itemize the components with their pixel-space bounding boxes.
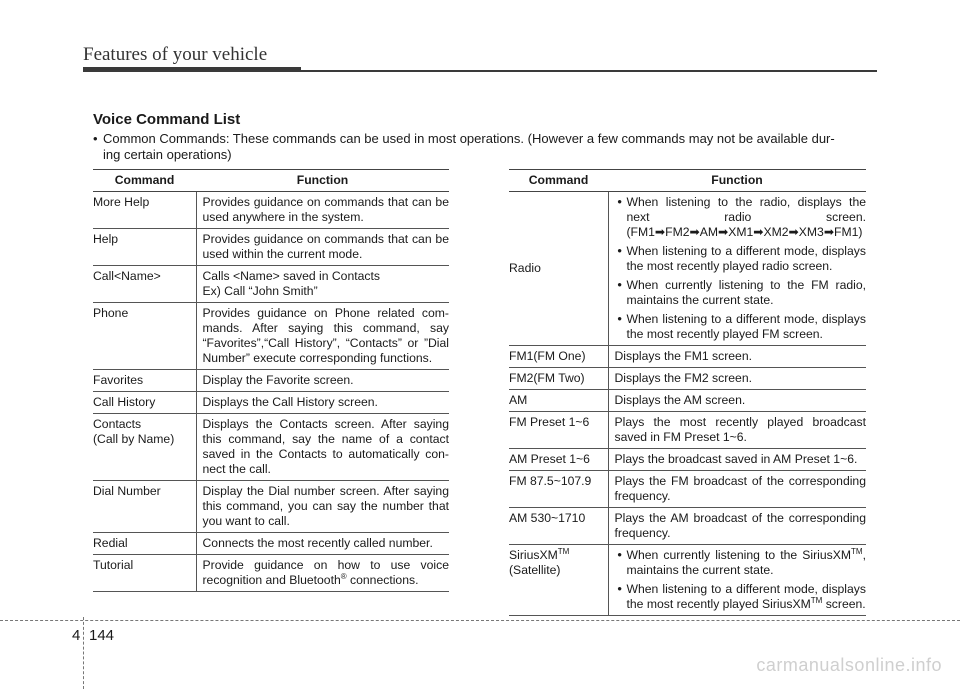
- function-text: Provide guidance on how to use voice recognition and Bluetooth: [202, 558, 449, 587]
- command-cell: Call<Name>: [93, 266, 196, 303]
- bullet-text: When listening to a different mode, displays the most recently played SiriusXM: [626, 582, 866, 611]
- table-row: [93, 414, 449, 481]
- function-text: Provides guidance on commands that can be used anywhere in the system.: [202, 195, 449, 224]
- page-number: 144: [89, 627, 115, 644]
- voice-command-table-left: [93, 169, 449, 592]
- function-cell: [608, 192, 866, 346]
- table-row: [93, 370, 449, 392]
- footer-dashed-divider: [83, 617, 85, 689]
- bullet-dot: •: [617, 312, 622, 326]
- command-text-line-2: (Satellite): [509, 563, 561, 577]
- table-row: [93, 229, 449, 266]
- table-row: [509, 368, 866, 390]
- table-row: [93, 481, 449, 533]
- command-cell: Redial: [93, 533, 196, 555]
- function-cell: Displays the AM screen.: [608, 390, 866, 412]
- bullet-text-end: screen.: [822, 597, 866, 611]
- watermark-text: carmanualsonline.info: [756, 655, 942, 675]
- table-row: [509, 449, 866, 471]
- trademark-mark: TM: [851, 546, 863, 556]
- function-cell: Provides guidance on Phone related com-mands. After saying this command, say “Favorites”,“Call History”, “Contacts” or ”Dial Number” execute corresponding functions.: [196, 303, 449, 370]
- function-text-end: connections.: [346, 573, 419, 587]
- function-text-line-1: Calls <Name> saved in Contacts: [202, 269, 380, 283]
- command-cell: AM: [509, 390, 608, 412]
- table-row: [509, 545, 866, 616]
- bullet-text: When currently listening to the FM radio, maintains the current state.: [626, 278, 866, 307]
- table-row: [509, 390, 866, 412]
- bullet-text: When listening to the radio, displays the next radio screen. (FM1➡FM2➡AM➡XM1➡XM2➡XM3➡FM1): [626, 195, 866, 239]
- command-cell: Radio: [509, 192, 608, 346]
- bullet-dot: •: [617, 195, 622, 209]
- intro-line-1: Common Commands: These commands can be used in most operations. (However a few commands may not be available dur-: [103, 131, 835, 146]
- command-text: SiriusXM: [509, 548, 558, 562]
- bullet-item: [615, 548, 867, 578]
- bullet-dot: •: [617, 582, 622, 596]
- table-row: [93, 392, 449, 414]
- intro-bullet: •: [93, 131, 98, 146]
- bullet-text-end: , maintains the current state.: [626, 548, 866, 577]
- bullet-item: [615, 312, 867, 342]
- table-row: [509, 192, 866, 346]
- header-rule-thin: [301, 70, 877, 72]
- function-cell: Display the Dial number screen. After saying this command, you can say the number that you want to call.: [196, 481, 449, 533]
- function-cell: [196, 555, 449, 592]
- command-cell: [509, 545, 608, 616]
- command-cell: Tutorial: [93, 555, 196, 592]
- command-text-line-1: [509, 548, 604, 563]
- function-cell: Plays the FM broadcast of the corresponding frequency.: [608, 471, 866, 508]
- table-row: [93, 555, 449, 592]
- command-cell: Help: [93, 229, 196, 266]
- command-cell: FM Preset 1~6: [509, 412, 608, 449]
- function-cell: [196, 266, 449, 303]
- table-row: [93, 192, 449, 229]
- trademark-mark: TM: [557, 546, 570, 556]
- function-text-line-2: Ex) Call “John Smith”: [202, 284, 318, 298]
- command-text-line-1: Contacts: [93, 417, 142, 431]
- function-cell: Displays the FM1 screen.: [608, 346, 866, 368]
- bullet-dot: •: [617, 244, 622, 258]
- trademark-mark: TM: [810, 595, 823, 605]
- bullet-item: [615, 195, 867, 240]
- column-header-command: Command: [93, 170, 196, 192]
- command-cell: AM Preset 1~6: [509, 449, 608, 471]
- table-header-row: [93, 170, 449, 192]
- command-cell: FM2(FM Two): [509, 368, 608, 390]
- bullet-dot: •: [617, 548, 622, 562]
- function-cell: Display the Favorite screen.: [196, 370, 449, 392]
- function-cell: [608, 545, 866, 616]
- command-cell: Phone: [93, 303, 196, 370]
- header-rule-thick: [83, 67, 301, 72]
- function-cell: Provides guidance on commands that can be used within the current mode.: [196, 229, 449, 266]
- function-cell: Plays the most recently played broadcast saved in FM Preset 1~6.: [608, 412, 866, 449]
- table-header-row: [509, 170, 866, 192]
- page-header-title: Features of your vehicle: [83, 44, 268, 65]
- function-cell: Plays the AM broadcast of the corresponding frequency.: [608, 508, 866, 545]
- function-cell: Plays the broadcast saved in AM Preset 1~6.: [608, 449, 866, 471]
- command-cell: [93, 414, 196, 481]
- intro-line-2: ing certain operations): [103, 147, 232, 162]
- function-cell: Displays the Call History screen.: [196, 392, 449, 414]
- column-header-function: Function: [608, 170, 866, 192]
- table-row: [509, 412, 866, 449]
- function-cell: Displays the FM2 screen.: [608, 368, 866, 390]
- table-row: [93, 533, 449, 555]
- table-row: [509, 346, 866, 368]
- bullet-dot: •: [617, 278, 622, 292]
- function-cell: Displays the Contacts screen. After saying this command, say the name of a contact saved in the Contacts to automatically con-nect the call.: [196, 414, 449, 481]
- table-row: [509, 508, 866, 545]
- chapter-number: 4: [72, 627, 81, 644]
- table-row: [93, 266, 449, 303]
- table-row: [93, 303, 449, 370]
- column-header-command: Command: [509, 170, 608, 192]
- bullet-item: [615, 278, 867, 308]
- command-text-line-2: (Call by Name): [93, 432, 175, 446]
- function-cell: Connects the most recently called number.: [196, 533, 449, 555]
- footer-dashed-rule: [0, 620, 960, 621]
- table-row: [509, 471, 866, 508]
- function-cell: [196, 192, 449, 229]
- command-cell: Favorites: [93, 370, 196, 392]
- bullet-text: When listening to a different mode, displays the most recently played FM screen.: [626, 312, 866, 341]
- registered-mark: ®: [340, 571, 347, 581]
- command-cell: Call History: [93, 392, 196, 414]
- command-cell: More Help: [93, 192, 196, 229]
- command-cell: AM 530~1710: [509, 508, 608, 545]
- bullet-text: When currently listening to the SiriusXM: [626, 548, 852, 562]
- bullet-item: [615, 582, 867, 612]
- command-cell: FM 87.5~107.9: [509, 471, 608, 508]
- intro-paragraph: [93, 131, 875, 163]
- command-cell: FM1(FM One): [509, 346, 608, 368]
- bullet-item: [615, 244, 867, 274]
- bullet-text: When listening to a different mode, displays the most recently played radio screen.: [626, 244, 866, 273]
- voice-command-table-right: [509, 169, 866, 616]
- section-title: Voice Command List: [93, 111, 241, 128]
- column-header-function: Function: [196, 170, 449, 192]
- command-cell: Dial Number: [93, 481, 196, 533]
